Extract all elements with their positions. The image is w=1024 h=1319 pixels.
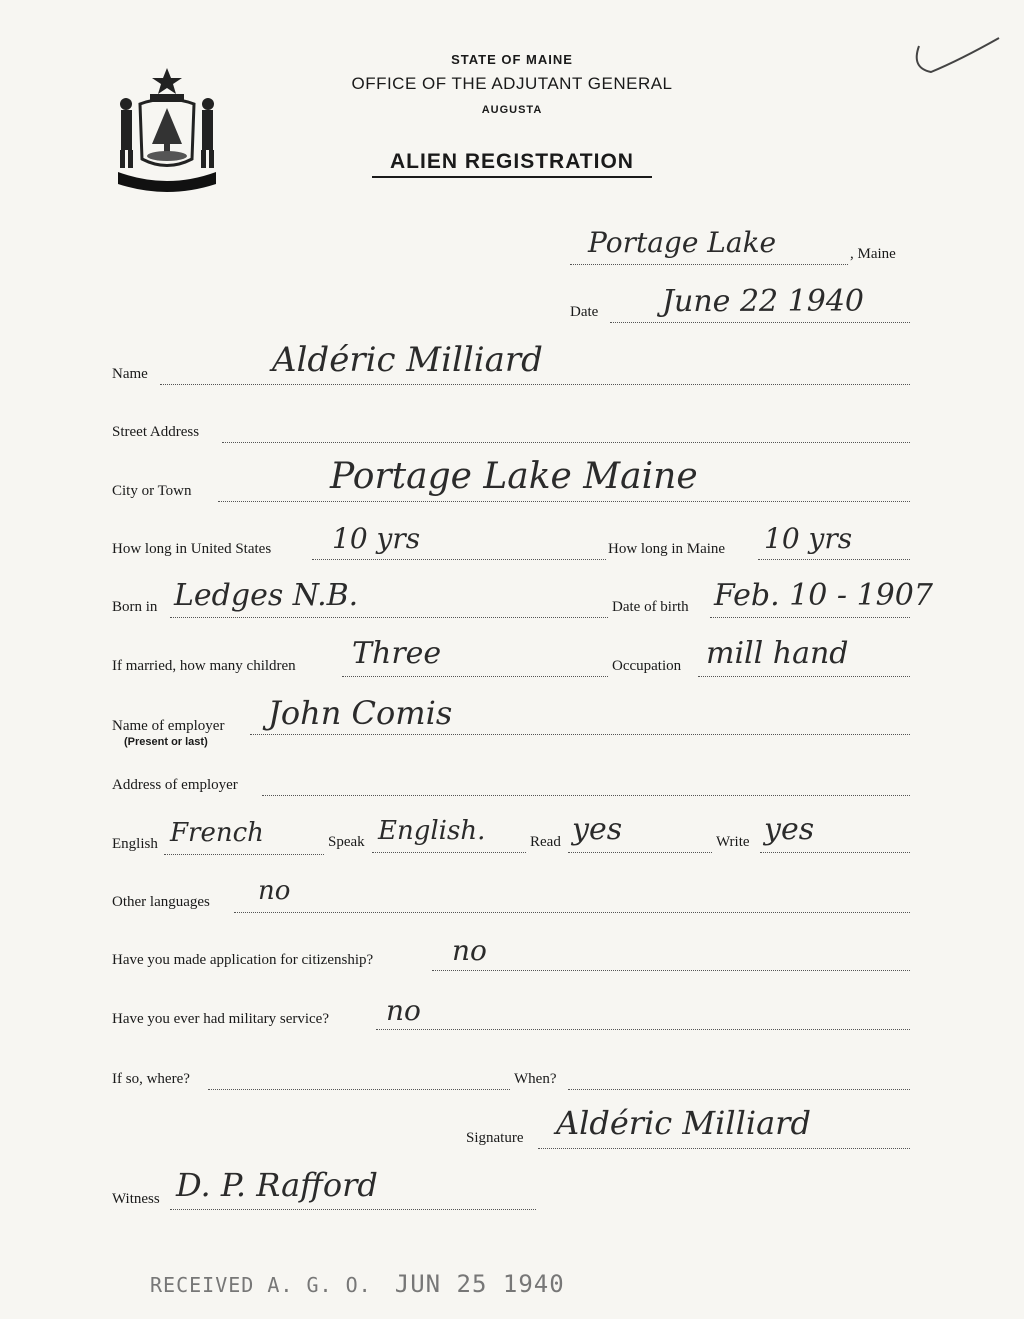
dob-line	[710, 617, 910, 618]
english-label: English	[112, 836, 158, 852]
employer-address-label: Address of employer	[112, 777, 238, 793]
city-label: City or Town	[112, 483, 192, 499]
how-long-us-value[interactable]: 10 yrs	[332, 522, 421, 555]
form-title: ALIEN REGISTRATION	[372, 150, 652, 178]
born-in-value[interactable]: Ledges N.B.	[174, 578, 359, 613]
speak-value[interactable]: English.	[378, 816, 486, 846]
date-value[interactable]: June 22 1940	[662, 284, 865, 319]
header-state: STATE OF MAINE	[451, 52, 573, 67]
received-stamp	[150, 1270, 565, 1298]
read-line	[568, 852, 712, 853]
read-label: Read	[530, 834, 561, 850]
speak-line	[372, 852, 526, 853]
citizenship-line	[432, 970, 910, 971]
city-value[interactable]: Portage Lake Maine	[330, 456, 698, 497]
how-long-maine-label: How long in Maine	[608, 541, 726, 557]
born-in-line	[170, 617, 608, 618]
citizenship-value[interactable]: no	[452, 934, 487, 967]
employer-line	[250, 734, 910, 735]
speak-label: Speak	[328, 834, 365, 850]
english-line	[164, 854, 324, 855]
occupation-value[interactable]: mill hand	[706, 636, 849, 671]
where-line	[208, 1089, 510, 1090]
english-value[interactable]: French	[170, 818, 264, 848]
date-line	[610, 322, 910, 323]
signature-value[interactable]: Aldéric Milliard	[556, 1104, 811, 1142]
how-long-us-line	[312, 559, 606, 560]
how-long-maine-line	[758, 559, 910, 560]
place-value[interactable]: Portage Lake	[588, 226, 777, 259]
other-languages-label: Other languages	[112, 894, 210, 910]
other-languages-value[interactable]: no	[258, 876, 291, 906]
seal-banner-text: MAINE	[146, 170, 188, 182]
name-line	[160, 384, 910, 385]
place-line	[570, 264, 848, 265]
occupation-line	[698, 676, 910, 677]
how-long-maine-value[interactable]: 10 yrs	[764, 522, 853, 555]
witness-line	[170, 1209, 536, 1210]
header-city: AUGUSTA	[481, 104, 543, 116]
military-label: Have you ever had military service?	[112, 1011, 329, 1027]
military-value[interactable]: no	[386, 994, 421, 1027]
where-label: If so, where?	[112, 1071, 190, 1087]
dob-value[interactable]: Feb. 10 - 1907	[714, 578, 933, 613]
employer-label: Name of employer	[112, 718, 225, 734]
signature-label: Signature	[466, 1130, 524, 1146]
received-stamp-date: JUN 25 1940	[394, 1270, 565, 1298]
citizenship-label: Have you made application for citizenship?	[112, 952, 374, 968]
employer-address-line	[262, 795, 910, 796]
street-line	[222, 442, 910, 443]
write-line	[760, 852, 910, 853]
signature-line	[538, 1148, 910, 1149]
when-line	[568, 1089, 910, 1090]
when-label: When?	[514, 1071, 557, 1087]
how-long-us-label: How long in United States	[112, 541, 272, 557]
born-in-label: Born in	[112, 599, 158, 615]
read-value[interactable]: yes	[572, 812, 623, 847]
write-value[interactable]: yes	[764, 812, 815, 847]
name-label: Name	[112, 366, 148, 382]
children-value[interactable]: Three	[352, 636, 442, 671]
employer-note: (Present or last)	[124, 736, 208, 748]
city-line	[218, 501, 910, 502]
street-label: Street Address	[112, 424, 200, 440]
witness-value[interactable]: D. P. Rafford	[176, 1166, 378, 1204]
check-mark-icon	[905, 30, 1005, 80]
military-line	[376, 1029, 910, 1030]
write-label: Write	[716, 834, 750, 850]
children-line	[342, 676, 608, 677]
header-office: OFFICE OF THE ADJUTANT GENERAL	[351, 74, 673, 93]
employer-value[interactable]: John Comis	[268, 694, 453, 732]
maine-suffix: , Maine	[850, 246, 896, 262]
received-stamp-text: RECEIVED A. G. O.	[150, 1273, 372, 1297]
other-languages-line	[234, 912, 910, 913]
date-label: Date	[570, 304, 599, 320]
occupation-label: Occupation	[612, 658, 682, 674]
dob-label: Date of birth	[612, 599, 689, 615]
children-label: If married, how many children	[112, 658, 296, 674]
name-value[interactable]: Aldéric Milliard	[272, 340, 543, 380]
witness-label: Witness	[112, 1191, 160, 1207]
